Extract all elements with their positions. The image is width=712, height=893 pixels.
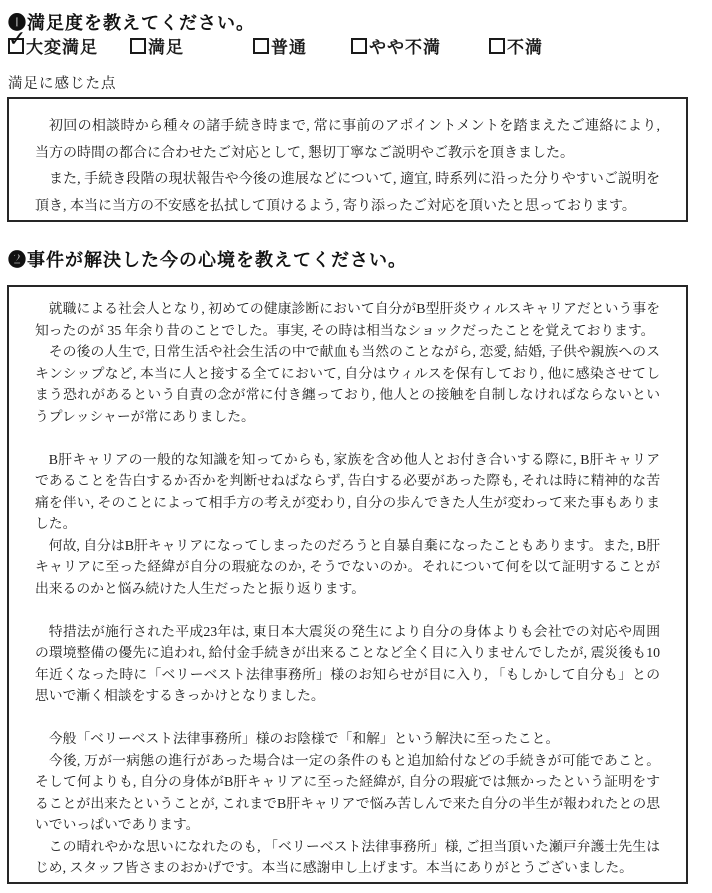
option-label: 満足 — [148, 38, 184, 57]
option-very-satisfied[interactable] — [8, 26, 98, 58]
question1-heading: ❶満足度を教えてください。 — [8, 13, 255, 33]
option-neutral[interactable] — [253, 33, 307, 58]
response-paragraph: 特措法が施行された平成23年は, 東日本大震災の発生により自分の身体よりも会社での対応や周囲の環境整備の優先に追われ, 給付金手続きが出来ることなど全く目に入りませんでしたが, 震災後も10年近くなった時に「ベリーベスト法律事務所」様のお知らせが目に入り, 「もしかして自分も」との思いで漸く相談をするきっかけとなりました。 — [35, 623, 660, 703]
option-label: やや不満 — [369, 38, 441, 57]
response-paragraph: その後の人生で, 日常生活や社会生活の中で献血も当然のことながら, 恋愛, 結婚, 子供や親族へのスキンシップなど, 本当に人と接する全てにおいて, 自分はウィルスを保有しており, 他に感染させてしまう恐れがあるという自責の念が常に付き纏っており, 他人との接触を自制しなければならないというプレッシャーが常にありました。 — [35, 344, 660, 424]
option-satisfied[interactable] — [130, 33, 184, 58]
checkbox-very-satisfied[interactable] — [8, 26, 28, 54]
question2-heading: ❷事件が解決した今の心境を教えてください。 — [8, 250, 407, 270]
option-label: 大変満足 — [26, 38, 98, 57]
response-paragraph: 就職による社会人となり, 初めての健康診断において自分がB型肝炎ウィルスキャリアだという事を知ったのが 35 年余り昔のことでした。事実, その時は相当なショックだったことを覚えております。 — [35, 301, 660, 338]
option-dissatisfied[interactable] — [489, 33, 543, 58]
option-label: 普通 — [271, 38, 307, 57]
response-paragraph: B肝キャリアの一般的な知識を知ってからも, 家族を含め他人とお付き合いする際に, B肝キャリアであることを告白するか否かを判断せねばならず, 告白する必要があった際も, それは時に精神的な苦痛を伴い, そのことによって相手方の考えが変わり, 自分の歩んできた人生が変わって来た事もありました。 — [35, 451, 660, 531]
checkbox-dissatisfied[interactable] — [489, 38, 505, 54]
response-paragraph: また, 手続き段階の現状報告や今後の進展などについて, 適宜, 時系列に沿った分りやすいご説明を頂き, 本当に当方の不安感を払拭して頂けるよう, 寄り添ったご対応を頂いたと思っております。 — [35, 172, 660, 214]
response-paragraph: 初回の相談時から種々の諸手続き時まで, 常に事前のアポイントメントを踏まえたご連絡により, 当方の時間の都合に合わせたご対応として, 懇切丁寧なご説明やご教示を頂きました。 — [35, 119, 660, 161]
checkbox-somewhat-dissatisfied[interactable] — [351, 38, 367, 54]
response-paragraph: 今後, 万が一病態の進行があった場合は一定の条件のもと追加給付などの手続きが可能であこと。そして何よりも, 自分の身体がB肝キャリアに至った経緯が, 自分の瑕疵では無かったという証明をすることが出来たということが, これまでB肝キャリアで悩み苦しんで来た自分の半生が報われたとの思いでいっぱいであります。 — [35, 752, 660, 832]
satisfaction-response-box — [7, 97, 688, 222]
resolution-response-box — [7, 285, 688, 884]
satisfaction-options-row — [0, 26, 712, 59]
checkbox-satisfied[interactable] — [130, 38, 146, 54]
response-paragraph: この晴れやかな思いになれたのも, 「ベリーベスト法律事務所」様, ご担当頂いた瀬戸弁護士先生はじめ, スタッフ皆さまのおかげです。本当に感謝申し上げます。本当にありがとうございました。 — [35, 838, 660, 875]
satisfaction-notes-label: 満足に感じた点 — [8, 76, 117, 92]
checkbox-neutral[interactable] — [253, 38, 269, 54]
response-paragraph: 何故, 自分はB肝キャリアになってしまったのだろうと自暴自棄になったこともあります。また, B肝キャリアに至った経緯が自分の瑕疵なのか, そうでないのか。それについて何を以て証明することが出来るのかと悩み続けた人生だったと振り返ります。 — [35, 537, 660, 596]
option-label: 不満 — [507, 38, 543, 57]
response-paragraph: 今般「ベリーベスト法律事務所」様のお陰様で「和解」という解決に至ったこと。 — [48, 731, 560, 746]
checkmark-icon: ✓ — [8, 26, 28, 52]
option-somewhat-dissatisfied[interactable] — [351, 33, 441, 58]
